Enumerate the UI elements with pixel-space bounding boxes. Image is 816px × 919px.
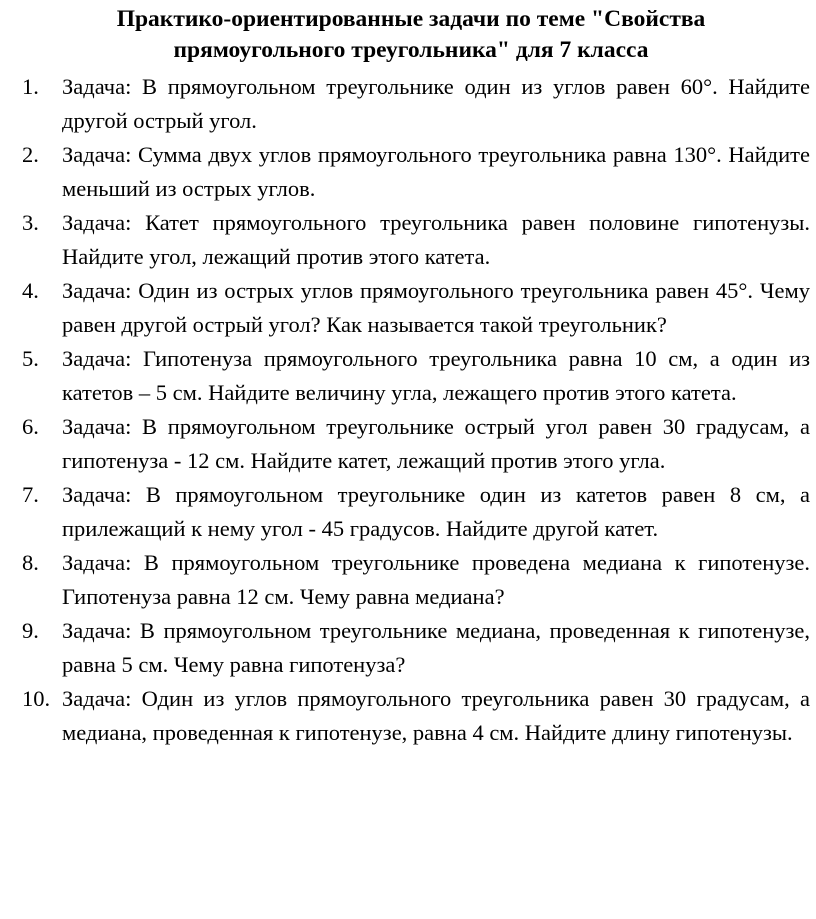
task-number: 4.	[22, 278, 39, 303]
task-item-10	[22, 682, 810, 750]
task-number: 2.	[22, 142, 39, 167]
task-item-3	[22, 206, 810, 274]
task-item-7	[22, 478, 810, 546]
task-text: Задача: В прямоугольном треугольнике один из катетов равен 8 см, а прилежащий к нему угол - 45 градусов. Найдите другой катет.	[62, 482, 810, 541]
task-item-1	[22, 70, 810, 138]
task-item-4	[22, 274, 810, 342]
task-number: 7.	[22, 482, 39, 507]
task-text: Задача: В прямоугольном треугольнике проведена медиана к гипотенузе. Гипотенуза равна 12 см. Чему равна медиана?	[62, 550, 810, 609]
task-text: Задача: Катет прямоугольного треугольника равен половине гипотенузы. Найдите угол, лежащий против этого катета.	[62, 210, 810, 269]
task-number: 1.	[22, 74, 39, 99]
task-text: Задача: В прямоугольном треугольнике острый угол равен 30 градусам, а гипотенуза - 12 см. Найдите катет, лежащий против этого угла.	[62, 414, 810, 473]
task-number: 3.	[22, 210, 39, 235]
task-number: 6.	[22, 414, 39, 439]
task-number: 9.	[22, 618, 39, 643]
task-number: 5.	[22, 346, 39, 371]
task-item-5	[22, 342, 810, 410]
task-item-6	[22, 410, 810, 478]
document-title	[22, 4, 810, 66]
task-list	[22, 70, 810, 750]
task-text: Задача: Гипотенуза прямоугольного треугольника равна 10 см, а один из катетов – 5 см. Найдите величину угла, лежащего против этого катета.	[62, 346, 810, 405]
task-number: 8.	[22, 550, 39, 575]
task-item-9	[22, 614, 810, 682]
task-item-2	[22, 138, 810, 206]
task-text: Задача: Один из углов прямоугольного треугольника равен 30 градусам, а медиана, проведенная к гипотенузе, равна 4 см. Найдите длину гипотенузы.	[62, 686, 810, 745]
title-line-1: Практико-ориентированные задачи по теме "Свойства	[116, 6, 706, 32]
task-text: Задача: В прямоугольном треугольнике медиана, проведенная к гипотенузе, равна 5 см. Чему равна гипотенуза?	[62, 618, 810, 677]
task-number: 10.	[22, 686, 51, 711]
task-text: Задача: Сумма двух углов прямоугольного треугольника равна 130°. Найдите меньший из острых углов.	[62, 142, 810, 201]
task-text: Задача: В прямоугольном треугольнике один из углов равен 60°. Найдите другой острый угол.	[62, 74, 810, 133]
task-text: Задача: Один из острых углов прямоугольного треугольника равен 45°. Чему равен другой острый угол? Как называется такой треугольник?	[62, 278, 810, 337]
title-line-2: прямоугольного треугольника" для 7 класса	[173, 37, 649, 63]
task-item-8	[22, 546, 810, 614]
